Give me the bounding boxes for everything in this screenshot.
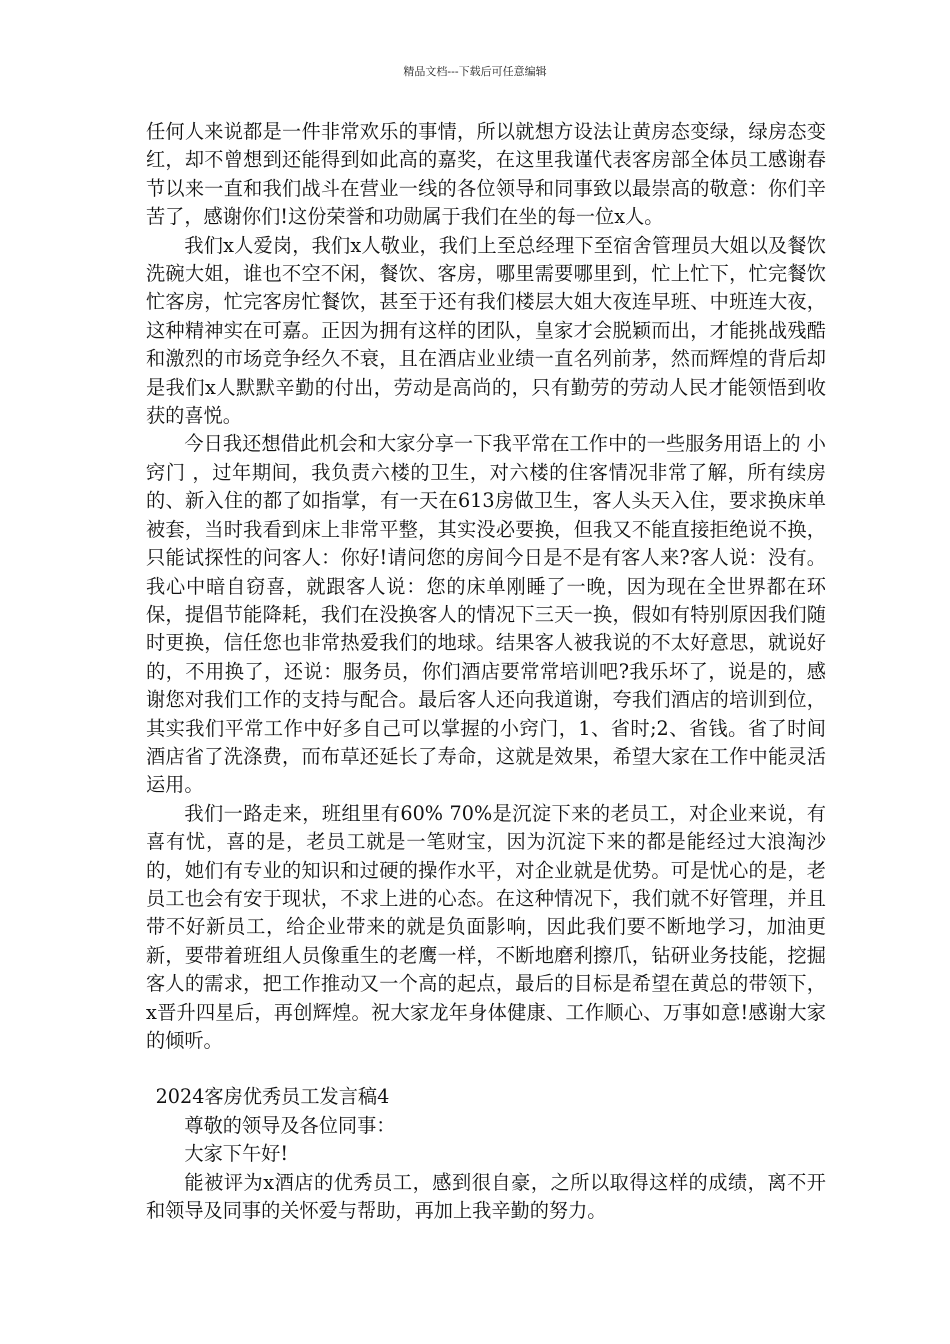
closing-paragraph: 能被评为x酒店的优秀员工，感到很自豪，之所以取得这样的成绩，离不开和领导及同事的关怀爱与帮助，再加上我辛勤的努力。 xyxy=(146,1170,826,1223)
salutation-leaders: 尊敬的领导及各位同事： xyxy=(184,1113,396,1137)
document-body xyxy=(146,118,826,1225)
page-header: 精品文档---下载后可任意编辑 xyxy=(403,65,547,78)
paragraph-2: 我们x人爱岗，我们x人敬业，我们上至总经理下至宿舍管理员大姐以及餐饮洗碗大姐，谁也不空不闲，餐饮、客房，哪里需要哪里到，忙上忙下，忙完餐饮忙客房，忙完客房忙餐饮，甚至于还有我们楼层大姐大夜连早班、中班连大夜，这种精神实在可嘉。正因为拥有这样的团队，皇家才会脱颖而出，才能挑战残酷和激烈的市场竞争经久不衰，且在酒店业业绩一直名列前茅，然而辉煌的背后却是我们x人默默辛勤的付出，劳动是高尚的，只有勤劳的劳动人民才能领悟到收获的喜悦。 xyxy=(146,233,826,428)
section-title: 2024客房优秀员工发言稿4 xyxy=(155,1085,390,1109)
paragraph-4: 我们一路走来，班组里有60% 70%是沉淀下来的老员工，对企业来说，有喜有忧，喜的是，老员工就是一笔财宝，因为沉淀下来的都是能经过大浪淘沙的，她们有专业的知识和过硬的操作水平，对企业就是优势。可是忧心的是，老员工也会有安于现状，不求上进的心态。在这种情况下，我们就不好管理，并且带不好新员工，给企业带来的就是负面影响，因此我们要不断地学习，加油更新，要带着班组人员像重生的老鹰一样，不断地磨利擦爪，钻研业务技能，挖掘客人的需求，把工作推动又一个高的起点，最后的目标是希望在黄总的带领下，x晋升四星后，再创辉煌。祝大家龙年身体健康、工作顺心、万事如意!感谢大家的倾听。 xyxy=(146,801,826,1052)
paragraph-1: 任何人来说都是一件非常欢乐的事情，所以就想方设法让黄房态变绿，绿房态变红，却不曾想到还能得到如此高的嘉奖，在这里我谨代表客房部全体员工感谢春节以来一直和我们战斗在营业一线的各位领导和同事致以最崇高的敬意：你们辛苦了，感谢你们!这份荣誉和功勋属于我们在坐的每一位x人。 xyxy=(146,120,826,229)
salutation-greeting: 大家下午好! xyxy=(184,1142,289,1166)
paragraph-3: 今日我还想借此机会和大家分享一下我平常在工作中的一些服务用语上的 小窍门 ，过年期间，我负责六楼的卫生，对六楼的住客情况非常了解，所有续房的、新入住的都了如指掌，有一天在613房做卫生，客人头天入住，要求换床单被套，当时我看到床上非常平整，其实没必要换，但我又不能直接拒绝说不换，只能试探性的问客人：你好!请问您的房间今日是不是有客人来?客人说：没有。我心中暗自窃喜，就跟客人说：您的床单刚睡了一晚，因为现在全世界都在环保，提倡节能降耗，我们在没换客人的情况下三天一换，假如有特别原因我们随时更换，信任您也非常热爱我们的地球。结果客人被我说的不太好意思，就说好的，不用换了，还说：服务员，你们酒店要常常培训吧?我乐坏了，说是的，感谢您对我们工作的支持与配合。最后客人还向我道谢，夸我们酒店的培训到位，其实我们平常工作中好多自己可以掌握的小窍门，1、省时;2、省钱。省了时间酒店省了洗涤费，而布草还延长了寿命，这就是效果，希望大家在工作中能灵活运用。 xyxy=(146,432,826,797)
